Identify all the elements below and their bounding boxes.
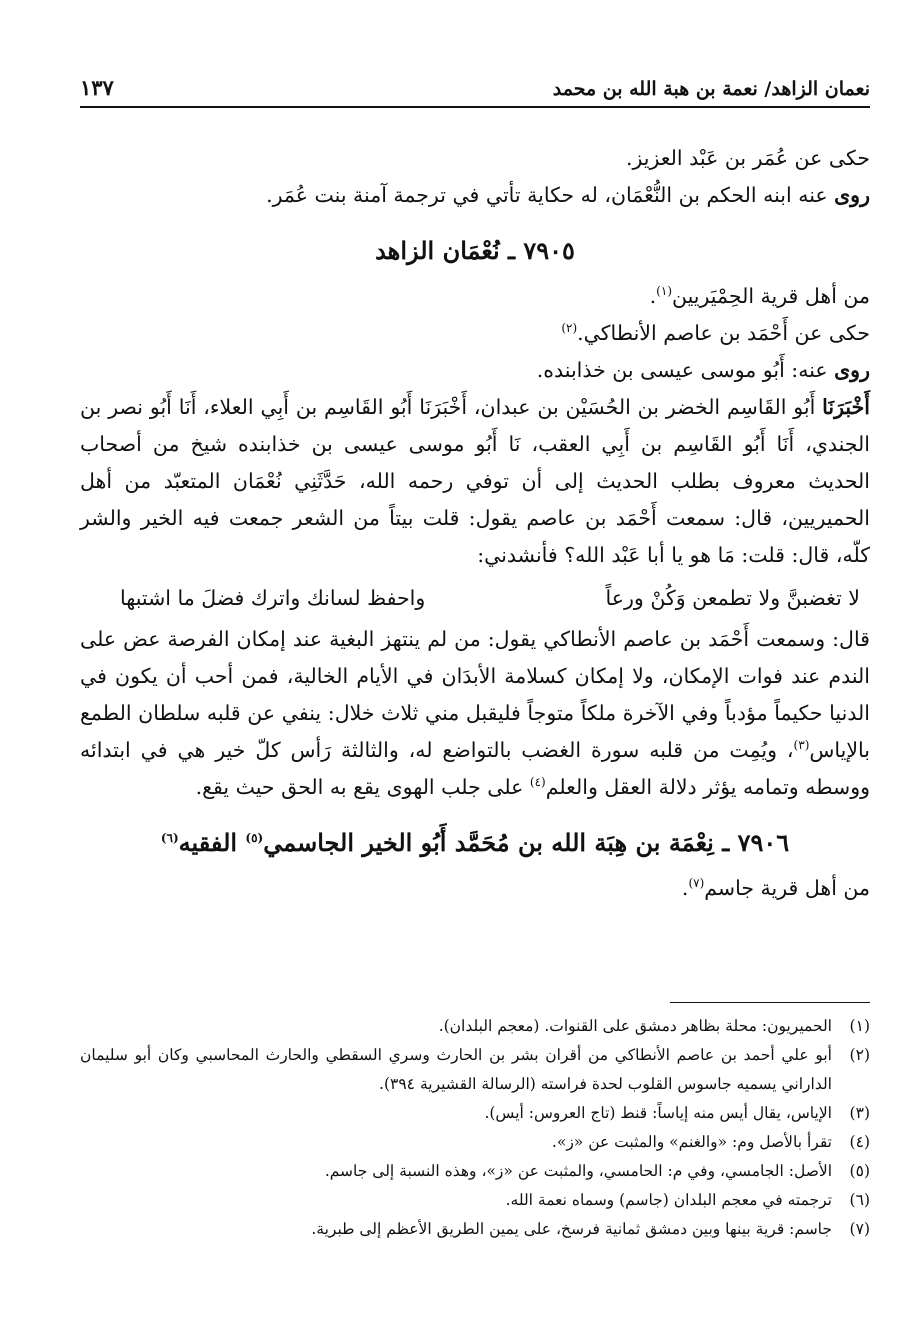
entry-title: ٧٩٠٦ ـ نِعْمَة بن هِبَة الله بن مُحَمَّد أَبُو الخير الجاسمي$^{(٥)}$ الفقيه$^{(٦)}$ <box>160 828 790 857</box>
footnote-ref: (٣) <box>793 738 810 753</box>
footnote-ref: (٦) <box>160 831 179 845</box>
poem-hemistich-second: واحفظ لسانك واترك فضلَ ما اشتبها <box>120 586 426 610</box>
footnote-number: (٤) <box>849 1133 870 1151</box>
text-line: حكى عن أَحْمَد بن عاصم الأنطاكي.$^{(٢)}$ <box>561 321 870 345</box>
footnote-text: الحميريون: محلة بظاهر دمشق على القنوات. (معجم البلدان). <box>438 1017 832 1035</box>
footnote-text: الإياس، يقال أيس منه إياساً: قنط (تاج العروس: أيس). <box>484 1104 832 1122</box>
footnote-number: (٦) <box>849 1191 870 1209</box>
text-line: من أهل قرية الحِمْيَريين$^{(١)}$. <box>649 284 870 308</box>
footnote <box>80 1215 870 1244</box>
footnote-ref: (٧) <box>688 876 705 891</box>
footnote-ref: (٤) <box>529 775 546 790</box>
footnote-number: (١) <box>849 1017 870 1035</box>
poem-hemistich-first: لا تغضبنَّ ولا تطمعن وَكُنْ ورعاً <box>605 586 860 610</box>
keyword: أَخْبَرَنَا <box>822 395 870 419</box>
entry-title: ٧٩٠٥ ـ نُعْمَان الزاهد <box>375 236 575 265</box>
text-line: روى عنه: أَبُو موسى عيسى بن خذابنده. <box>536 358 870 382</box>
footnote-text: تقرأ بالأصل وم: «والغنم» والمثبت عن «ز». <box>551 1133 832 1151</box>
page-number: ١٣٧ <box>80 75 114 100</box>
page-header <box>80 70 870 108</box>
footnote-ref: (٥) <box>245 831 264 845</box>
footnote-ref: (١) <box>656 284 672 299</box>
footnote <box>80 1157 870 1186</box>
text-line: حكى عن عُمَر بن عَبْد العزيز. <box>625 146 870 170</box>
paragraph: أَخْبَرَنَا أَبُو القَاسِم الخضر بن الحُسَيْن بن عبدان، أَخْبَرَنَا أَبُو القَاسِم بن أَبِي العلاء، أَنَا أَبُو نصر بن الجندي، أَنَا أَبُو القَاسِم بن أَبِي العقب، نَا أَبُو موسى عيسى بن خذابنده شيخ من أصحاب الحديث معروف بطلب الحديث إلى أن توفي رحمه الله، حَدَّثَنِي نُعْمَان المتعبّد من أهل الحميريين، قال: سمعت أَحْمَد بن عاصم يقول: قلت بيتاً من الشعر جمعت فيه الخير والشر كلّه، قال: قلت: مَا هو يا أبا عَبْد الله؟ فأنشدني: <box>80 395 870 567</box>
keyword: روى <box>834 183 870 207</box>
footnote <box>80 1128 870 1157</box>
main-text <box>80 140 870 907</box>
text-line: روى عنه ابنه الحكم بن النُّعْمَان، له حكاية تأتي في ترجمة آمنة بنت عُمَر. <box>266 183 870 207</box>
footnote-divider <box>670 1002 870 1003</box>
poem-verse <box>80 580 870 617</box>
footnote <box>80 1099 870 1128</box>
footnotes <box>80 1012 870 1244</box>
footnote <box>80 1186 870 1215</box>
keyword: روى <box>834 358 870 382</box>
footnote-number: (٣) <box>849 1104 870 1122</box>
paragraph: قال: وسمعت أَحْمَد بن عاصم الأنطاكي يقول: من لم ينتهز البغية عند إمكان الفرصة عض على الندم عند فوات الإمكان، ولا إمكان كسلامة الأبدَان في الأيام الخالية، فمن أحب أن يكون في الدنيا حكيماً مؤدباً وفي الآخرة ملكاً متوجاً فليقبل مني ثلاث خلال: ينفي عن قلبه سلطان الطمع بالإياس$^{(٣)}$، ويُمِت من قلبه سورة الغضب بالتواضع له، والثالثة رَأس كلّ خير هي في ابتدائه ووسطه وتمامه يؤثر دلالة العقل والعلم$^{(٤)}$ على جلب الهوى يقع به الحق حيث يقع. <box>80 627 870 799</box>
footnote-text: ترجمته في معجم البلدان (جاسم) وسماه نعمة الله. <box>505 1191 832 1209</box>
text-line: من أهل قرية جاسم$^{(٧)}$. <box>681 876 870 900</box>
footnote-text: جاسم: قرية بينها وبين دمشق ثمانية فرسخ، على يمين الطريق الأعظم إلى طبرية. <box>311 1220 832 1238</box>
footnote-number: (٧) <box>849 1220 870 1238</box>
footnote-number: (٢) <box>849 1046 870 1064</box>
footnote <box>80 1012 870 1041</box>
footnote-text: الأصل: الجامسي، وفي م: الحامسي، والمثبت عن «ز»، وهذه النسبة إلى جاسم. <box>324 1162 832 1180</box>
footnote-ref: (٢) <box>561 321 578 336</box>
footnote <box>80 1041 870 1099</box>
footnote-text: أبو علي أحمد بن عاصم الأنطاكي من أقران بشر بن الحارث وسري السقطي والحارث المحاسبي وكان أبو سليمان الداراني يسميه جاسوس القلوب لحدة فراسته (الرسالة القشيرية ٣٩٤). <box>80 1046 832 1093</box>
running-head: نعمان الزاهد/ نعمة بن هبة الله بن محمد <box>552 78 870 100</box>
footnote-number: (٥) <box>849 1162 870 1180</box>
